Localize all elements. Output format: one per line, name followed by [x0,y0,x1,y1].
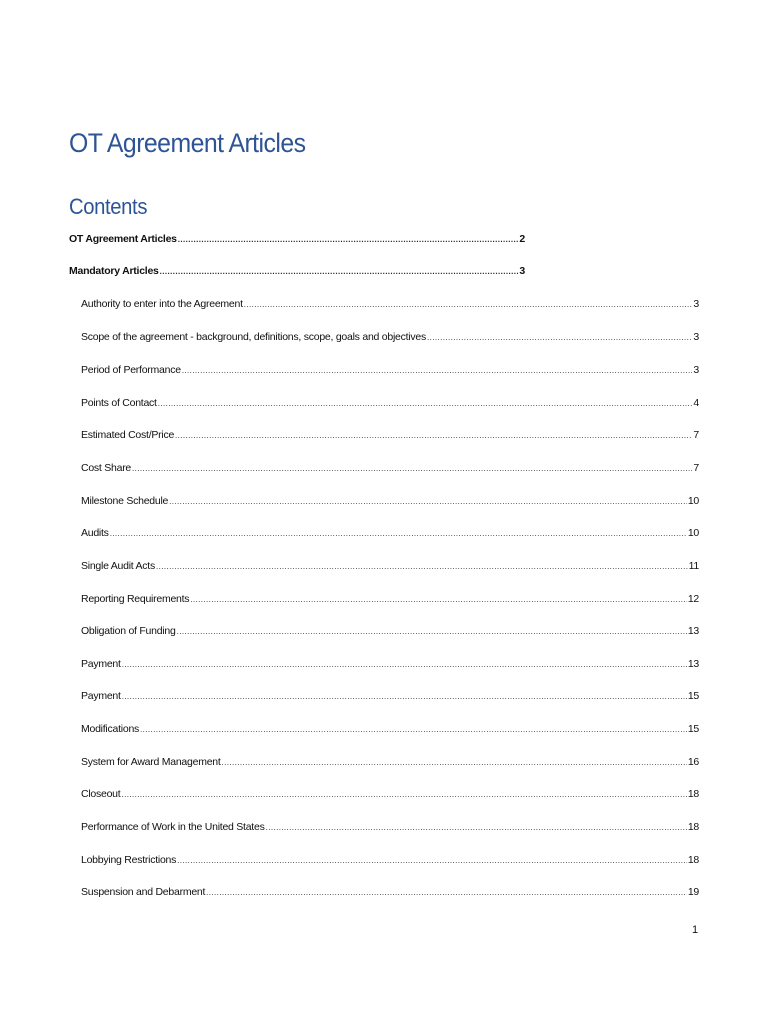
toc-leader-dots [244,297,693,312]
toc-entry-label: Scope of the agreement - background, definitions, scope, goals and objectives [81,331,426,343]
toc-entry-single-audit-acts[interactable] [81,559,699,573]
toc-leader-dots [169,494,687,509]
toc-entry-points-of-contact[interactable] [81,396,699,410]
toc-entry-suspension-and-debarment[interactable] [81,885,699,899]
toc-leader-dots [222,755,687,770]
toc-entry-label: Closeout [81,788,121,800]
toc-entry-lobbying-restrictions[interactable] [81,853,699,867]
toc-entry-obligation-of-funding[interactable] [81,624,699,638]
toc-entry-page: 13 [687,658,699,670]
toc-entry-authority[interactable] [81,297,699,311]
toc-leader-dots [122,689,687,704]
toc-leader-dots [160,264,519,279]
toc-entry-payment[interactable] [81,657,699,671]
toc-entry-page: 3 [693,331,699,343]
toc-entry-label: Audits [81,527,109,539]
toc-entry-label: Points of Contact [81,397,157,409]
toc-entry-page: 15 [687,690,699,702]
toc-entry-label: Reporting Requirements [81,593,190,605]
toc-leader-dots [156,559,688,574]
toc-entry-page: 12 [687,593,699,605]
toc-entry-page: 16 [687,756,699,768]
toc-leader-dots [132,461,692,476]
toc-leader-dots [110,526,687,541]
toc-entry-page: 13 [687,625,699,637]
toc-entry-label: Payment [81,658,121,670]
toc-leader-dots [121,787,686,802]
contents-heading: Contents [69,194,148,219]
toc-entry-page: 19 [687,886,699,898]
toc-leader-dots [122,657,687,672]
toc-entry-label: Payment [81,690,121,702]
toc-entry-audits[interactable] [81,526,699,540]
toc-entry-page: 3 [519,265,525,277]
toc-entry-estimated-cost-price[interactable] [81,428,699,442]
toc-entry-reporting-requirements[interactable] [81,592,699,606]
toc-leader-dots [177,853,687,868]
toc-entry-label: Period of Performance [81,364,181,376]
toc-entry-label: System for Award Management [81,756,221,768]
toc-entry-page: 18 [687,788,699,800]
toc-entry-page: 4 [693,397,699,409]
toc-entry-page: 10 [687,495,699,507]
toc-entry-label: Lobbying Restrictions [81,854,177,866]
document-title: OT Agreement Articles [69,128,306,158]
toc-entry-page: 15 [687,723,699,735]
toc-entry-ot-agreement-articles[interactable] [69,232,525,246]
toc-entry-label: Cost Share [81,462,132,474]
toc-leader-dots [158,396,693,411]
toc-entry-label: Milestone Schedule [81,495,169,507]
toc-leader-dots [190,592,687,607]
toc-entry-page: 10 [687,527,699,539]
page-number: 1 [692,924,699,936]
toc-entry-system-for-award-management[interactable] [81,755,699,769]
toc-entry-period-of-performance[interactable] [81,363,699,377]
toc-entry-label: Estimated Cost/Price [81,429,175,441]
toc-leader-dots [178,232,519,247]
toc-entry-page: 3 [693,298,699,310]
toc-entry-page: 11 [688,560,699,572]
toc-entry-modifications[interactable] [81,722,699,736]
toc-entry-page: 18 [687,854,699,866]
toc-leader-dots [182,363,693,378]
toc-entry-label: Authority to enter into the Agreement [81,298,243,310]
toc-leader-dots [175,428,692,443]
toc-entry-page: 3 [693,364,699,376]
toc-entry-closeout[interactable] [81,787,699,801]
toc-entry-page: 7 [693,462,699,474]
toc-entry-label: Single Audit Acts [81,560,155,572]
toc-entry-label: Suspension and Debarment [81,886,206,898]
toc-entry-milestone-schedule[interactable] [81,494,699,508]
toc-entry-label: Mandatory Articles [69,265,159,277]
toc-entry-label: Obligation of Funding [81,625,176,637]
toc-entry-label: OT Agreement Articles [69,233,177,245]
toc-entry-scope[interactable] [81,330,699,344]
toc-leader-dots [206,885,687,900]
toc-entry-mandatory-articles[interactable] [69,264,525,278]
toc-entry-label: Performance of Work in the United States [81,821,265,833]
toc-entry-performance-of-work[interactable] [81,820,699,834]
toc-entry-page: 2 [519,233,525,245]
toc-leader-dots [177,624,687,639]
toc-leader-dots [140,722,687,737]
toc-entry-label: Modifications [81,723,140,735]
toc-entry-cost-share[interactable] [81,461,699,475]
toc-entry-page: 7 [693,429,699,441]
toc-entry-payment-2[interactable] [81,689,699,703]
toc-leader-dots [266,820,687,835]
toc-leader-dots [427,330,692,345]
toc-entry-page: 18 [687,821,699,833]
